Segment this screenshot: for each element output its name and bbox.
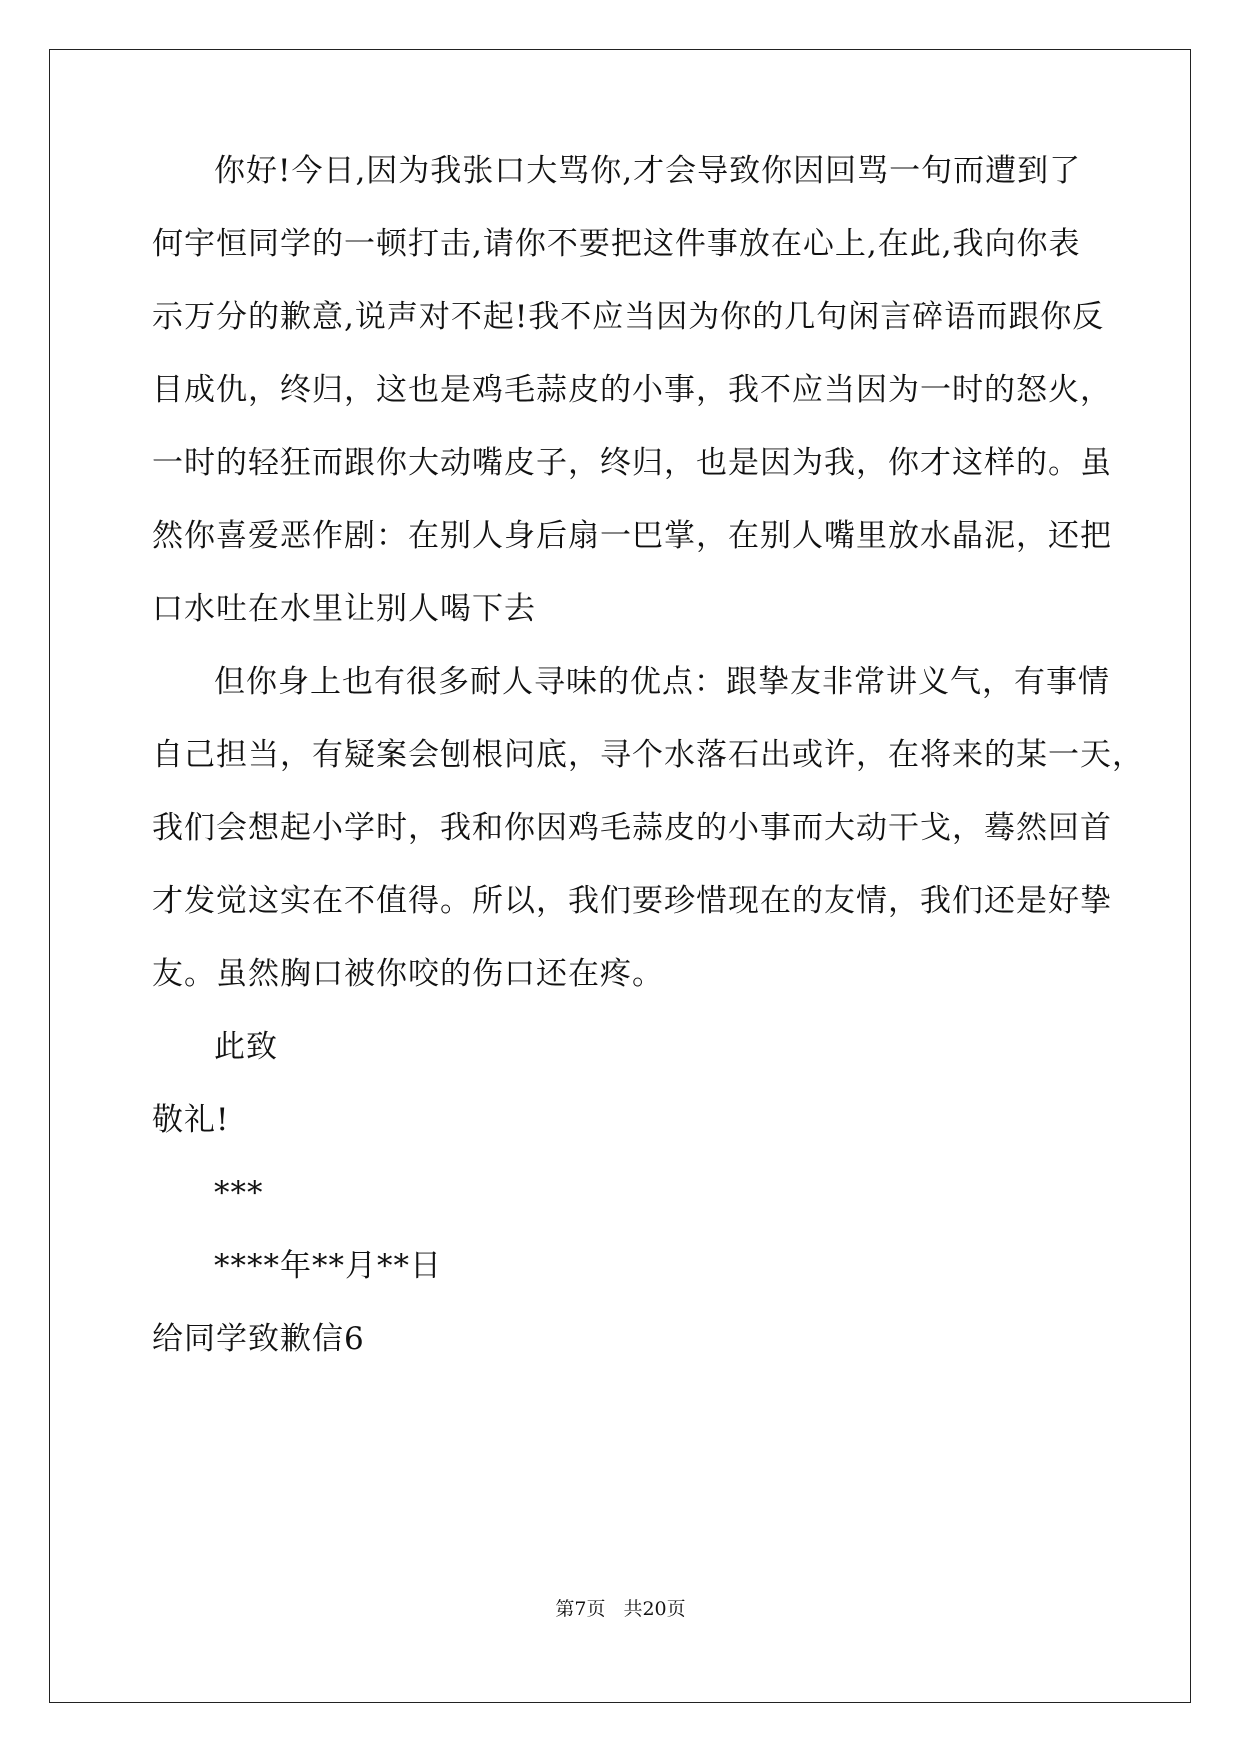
paragraph-2-line-1: 但你身上也有很多耐人寻味的优点：跟挚友非常讲义气，有事情 bbox=[214, 664, 1110, 700]
paragraph-2-line-5: 友。虽然胸口被你咬的伤口还在疼。 bbox=[152, 956, 664, 992]
paragraph-1-line-6: 然你喜爱恶作剧：在别人身后扇一巴掌，在别人嘴里放水晶泥，还把 bbox=[152, 518, 1112, 554]
paragraph-2-line-2: 自己担当，有疑案会刨根问底，寻个水落石出或许，在将来的某一天， bbox=[152, 737, 1144, 773]
paragraph-2-line-3: 我们会想起小学时，我和你因鸡毛蒜皮的小事而大动干戈，蓦然回首 bbox=[152, 810, 1112, 846]
signature: *** bbox=[214, 1175, 264, 1211]
paragraph-1-line-2: 何宇恒同学的一顿打击,请你不要把这件事放在心上,在此,我向你表 bbox=[152, 226, 1081, 262]
paragraph-1-line-7: 口水吐在水里让别人喝下去 bbox=[152, 591, 536, 627]
paragraph-2-line-4: 才发觉这实在不值得。所以，我们要珍惜现在的友情，我们还是好挚 bbox=[152, 883, 1112, 919]
salute-text: 敬礼! bbox=[152, 1102, 230, 1138]
next-letter-title: 给同学致歉信6 bbox=[152, 1321, 365, 1357]
closing-text: 此致 bbox=[214, 1029, 278, 1065]
page-number: 第7页 bbox=[555, 1598, 606, 1620]
page-footer bbox=[0, 1597, 1241, 1621]
date: ****年**月**日 bbox=[214, 1248, 442, 1284]
total-pages: 共20页 bbox=[623, 1598, 686, 1620]
paragraph-1-line-1: 你好!今日,因为我张口大骂你,才会导致你因回骂一句而遭到了 bbox=[214, 153, 1082, 189]
paragraph-1-line-4: 目成仇，终归，这也是鸡毛蒜皮的小事，我不应当因为一时的怒火， bbox=[152, 372, 1112, 408]
paragraph-1-line-5: 一时的轻狂而跟你大动嘴皮子，终归，也是因为我，你才这样的。虽 bbox=[152, 445, 1112, 481]
paragraph-1-line-3: 示万分的歉意,说声对不起!我不应当因为你的几句闲言碎语而跟你反 bbox=[152, 299, 1105, 335]
